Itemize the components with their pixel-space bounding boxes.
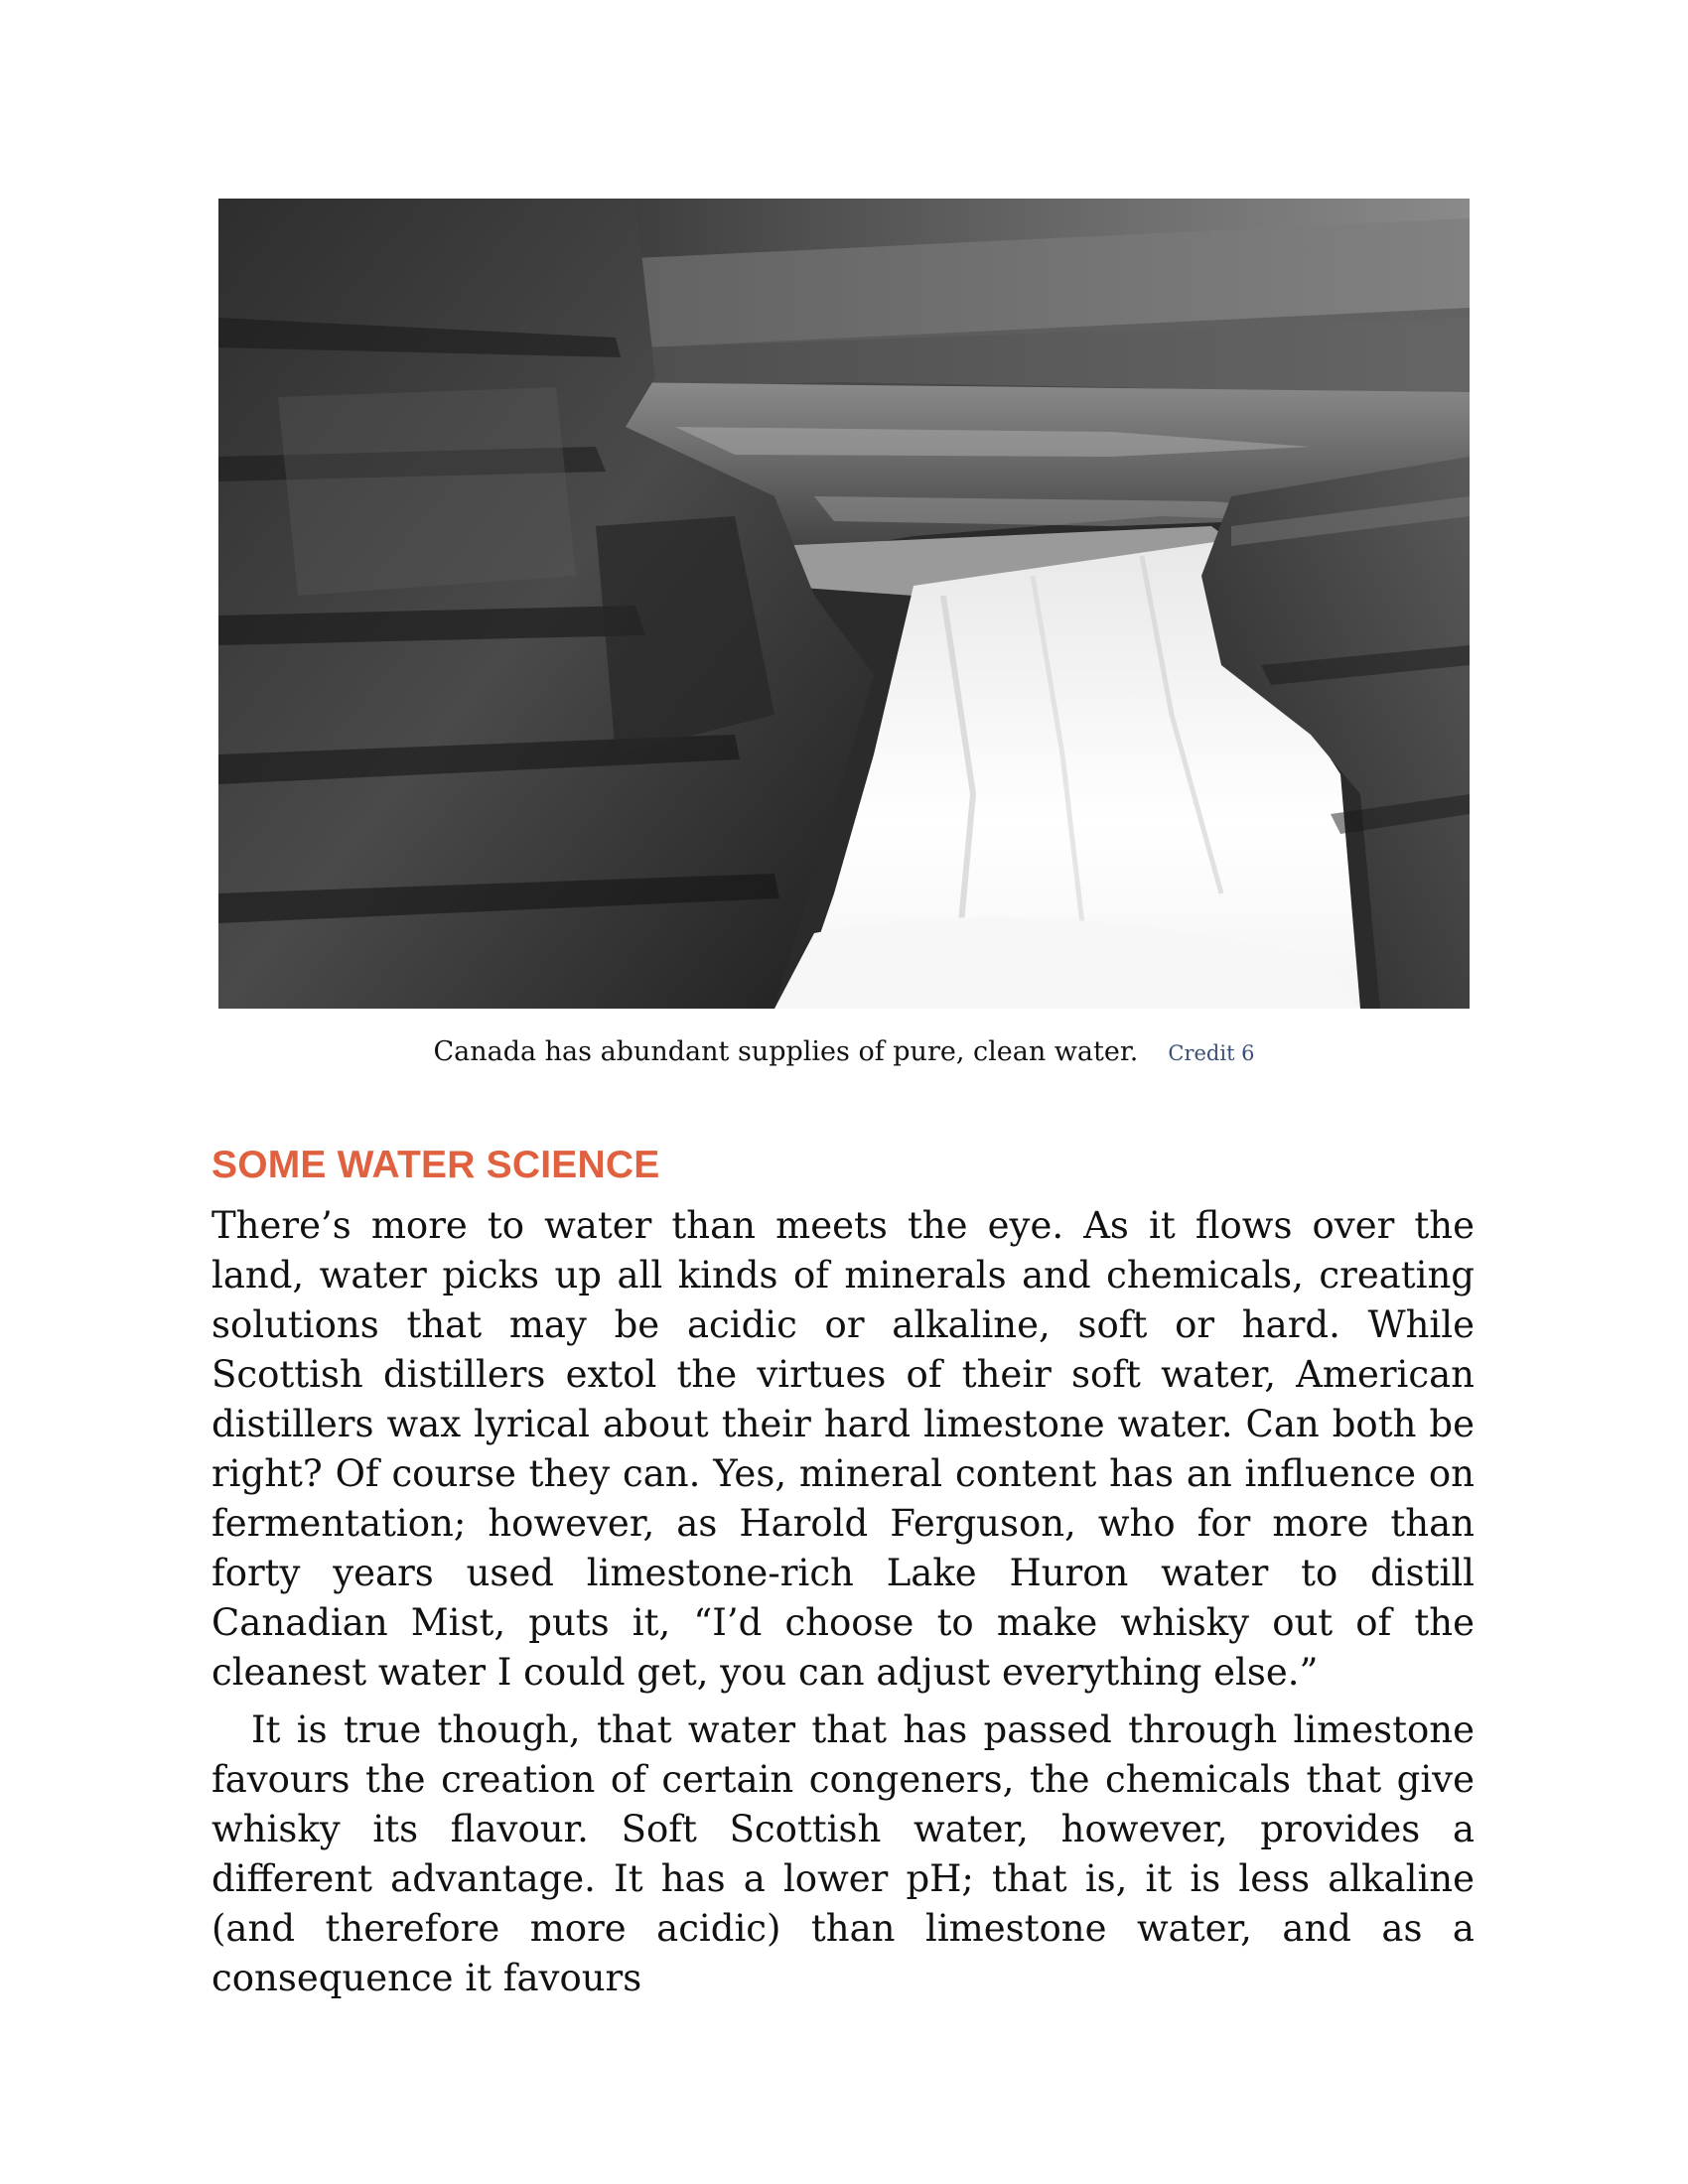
figure-caption	[0, 1036, 1688, 1067]
paragraph-2: It is true though, that water that has passed through limestone favours the creation of certain congeners, the chemicals that give whisky its flavour. Soft Scottish water, however, provides a different advantage. It has a lower pH; that is, it is less alkaline (and therefore more acidic) than limestone water, and as a consequence it favours	[211, 1708, 1475, 1999]
paragraph-1: There’s more to water than meets the eye. As it flows over the land, water picks up all kinds of minerals and chemicals, creating solutions that may be acidic or alkaline, soft or hard. While Scottish distillers extol the virtues of their soft water, American distillers wax lyrical about their hard limestone water. Can both be right? Of course they can. Yes, mineral content has an influence on fermentation; however, as Harold Ferguson, who for more than forty years used limestone-rich Lake Huron water to distill Canadian Mist, puts it, “I’d choose to make whisky out of the cleanest water I could get, you can adjust everything else.”	[211, 1204, 1475, 1694]
waterfall-image	[218, 199, 1470, 1009]
caption-text: Canada has abundant supplies of pure, clean water.	[433, 1036, 1139, 1067]
body-text	[211, 1201, 1475, 2003]
photo-credit: Credit 6	[1168, 1041, 1255, 1065]
section-heading: SOME WATER SCIENCE	[211, 1144, 660, 1186]
waterfall-photo	[218, 199, 1470, 1009]
